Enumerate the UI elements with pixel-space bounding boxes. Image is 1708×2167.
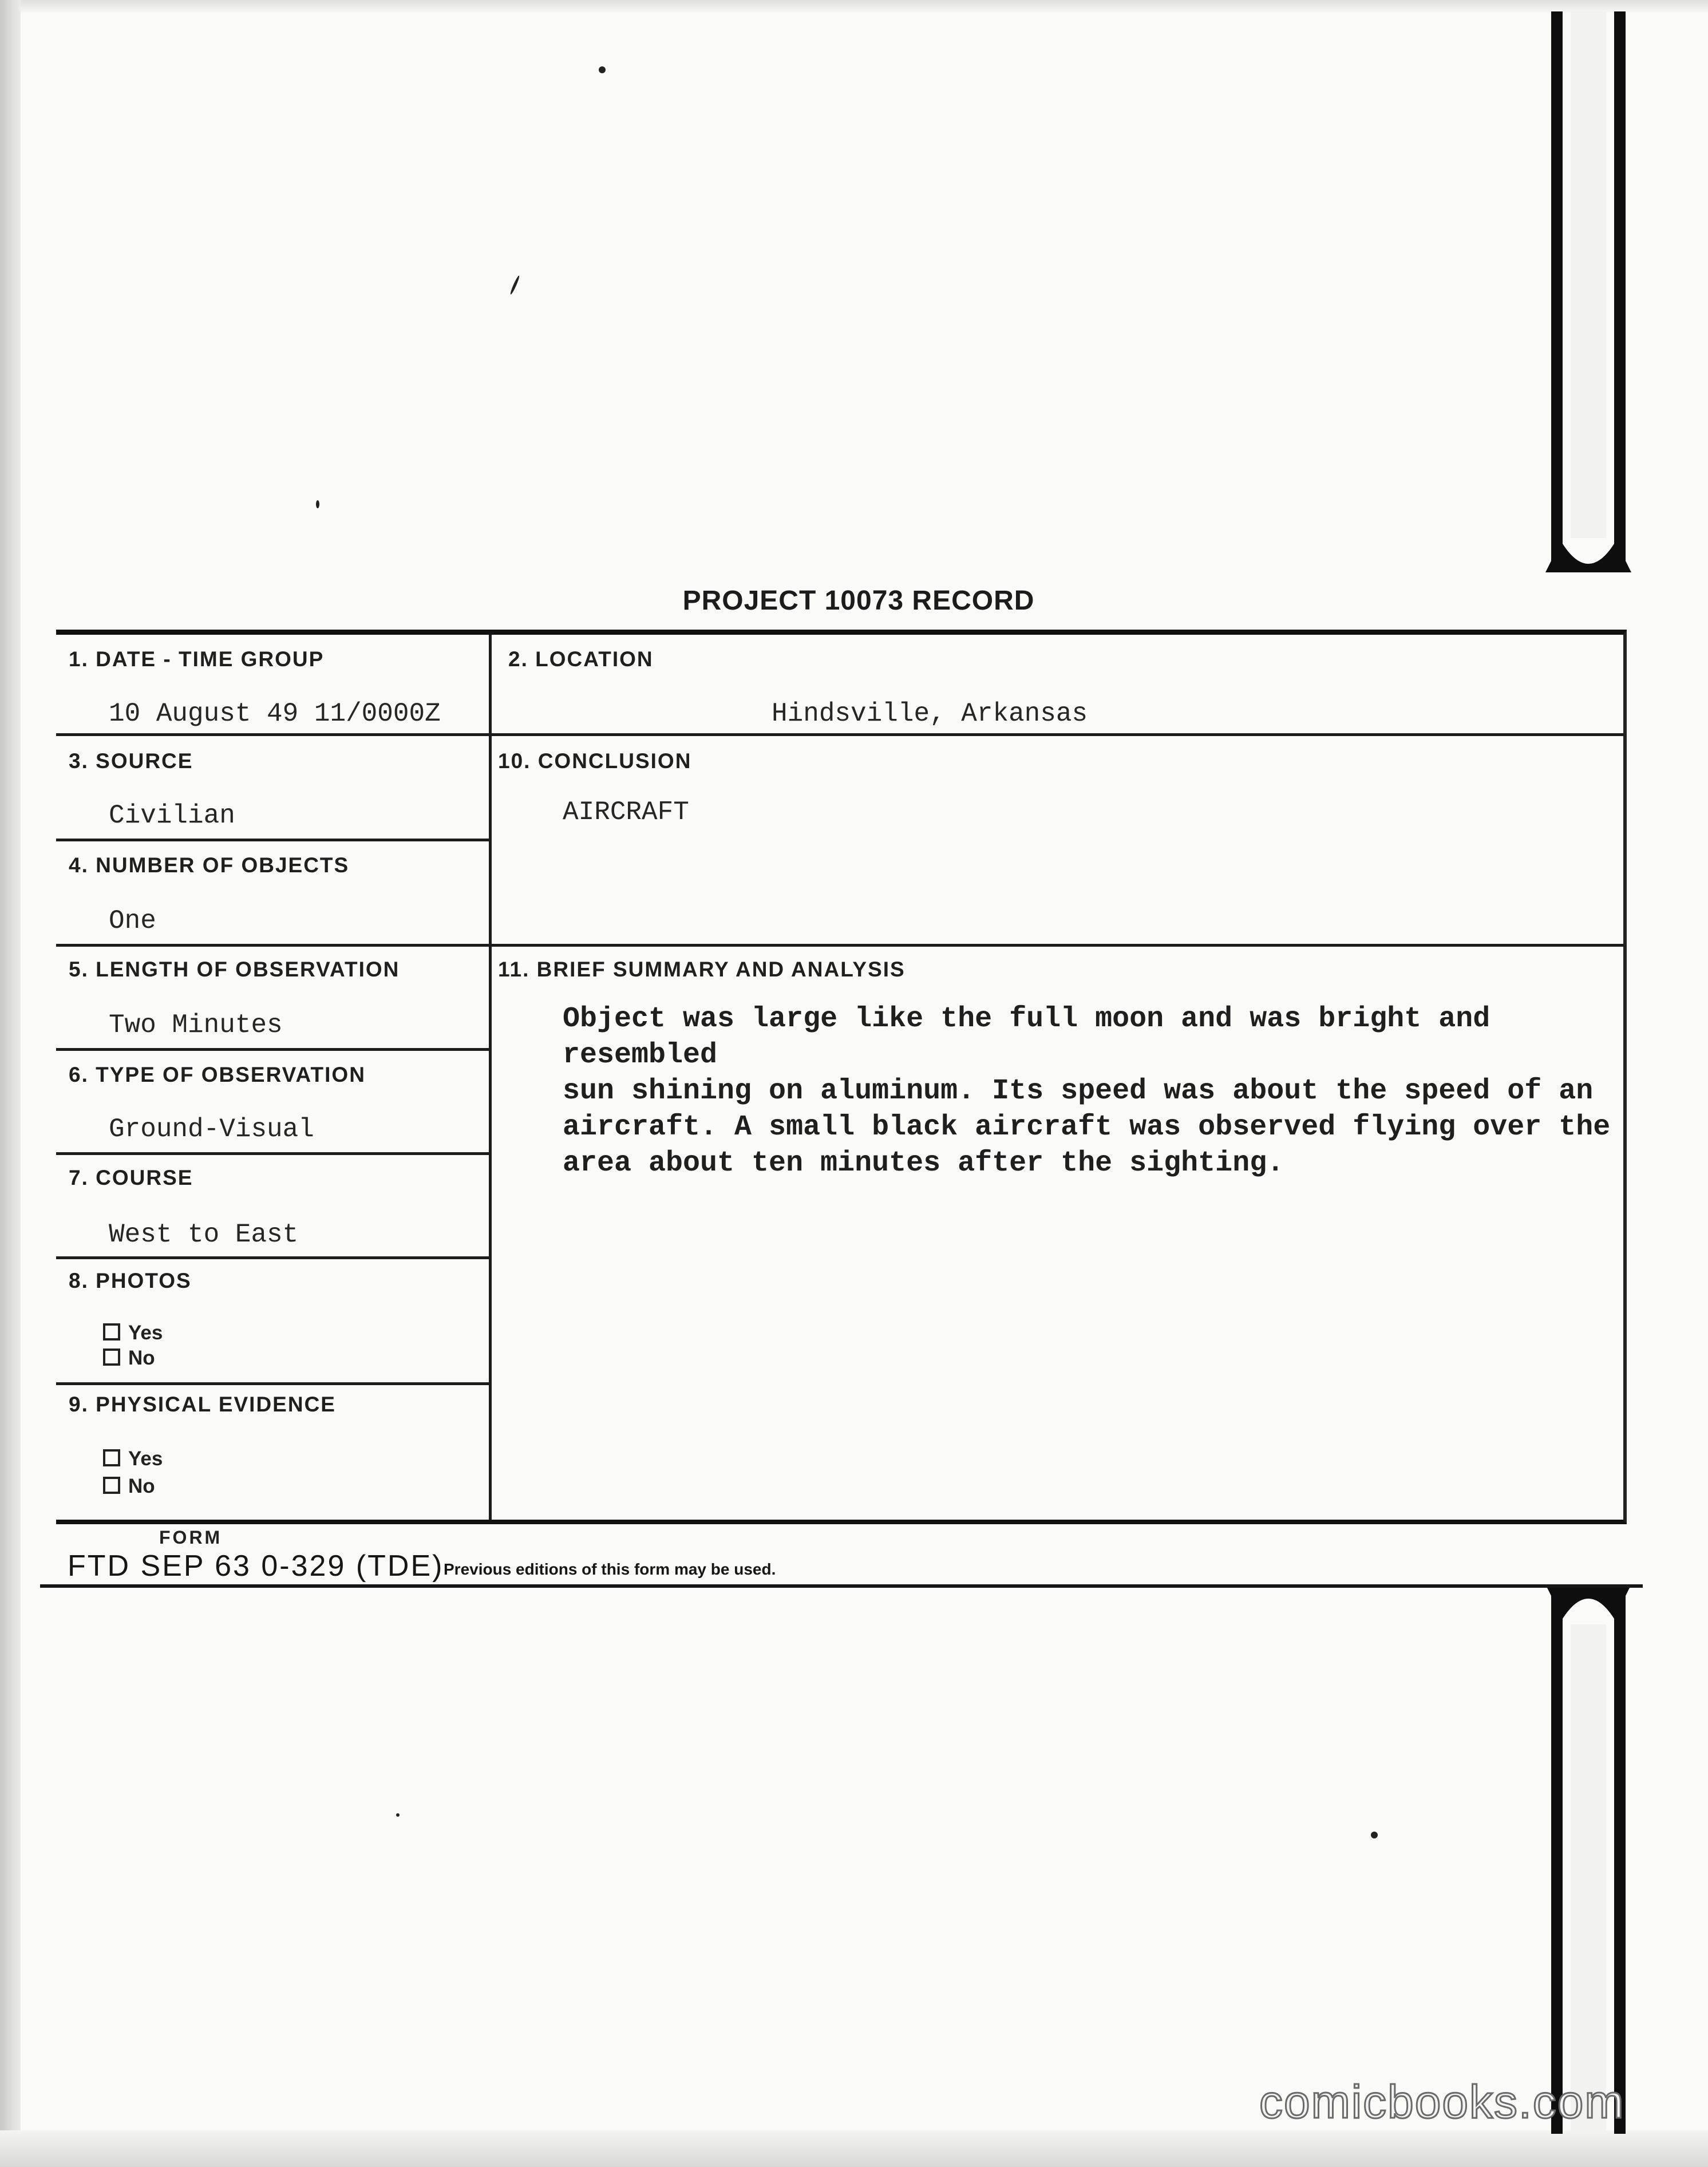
photos-yes-checkbox[interactable]	[103, 1323, 120, 1340]
row-divider	[56, 944, 1623, 947]
physical-evidence-no-option[interactable]	[103, 1475, 155, 1498]
row-divider	[56, 1048, 489, 1051]
row-divider	[56, 1382, 489, 1385]
summary-text: Object was large like the full moon and was bright and resembled sun shining on aluminum. Its speed was about the speed of an aircraft. A small black aircraft was observed flying over the area about ten minutes after the sighting.	[563, 1003, 1611, 1180]
course-label: 7. COURSE	[69, 1166, 193, 1189]
photos-yes-label: Yes	[128, 1322, 163, 1344]
scan-speck	[316, 500, 319, 508]
watermark-text: comicbooks.com	[1259, 2076, 1625, 2128]
summary-label: 11. BRIEF SUMMARY AND ANALYSIS	[498, 958, 906, 981]
document-title: PROJECT 10073 RECORD	[682, 586, 1035, 616]
number-of-objects-label: 4. NUMBER OF OBJECTS	[69, 853, 350, 877]
column-divider	[489, 635, 492, 1520]
footer-note: Previous editions of this form may be used.	[444, 1560, 776, 1578]
conclusion-label: 10. CONCLUSION	[498, 749, 692, 773]
physical-evidence-yes-label: Yes	[128, 1448, 163, 1470]
row-divider	[56, 839, 489, 841]
binder-clip-bottom	[1545, 1584, 1631, 2134]
scan-speck	[599, 66, 606, 73]
location-value: Hindsville, Arkansas	[772, 699, 1088, 729]
scan-speck	[509, 275, 520, 295]
footer-rule	[40, 1584, 1643, 1588]
type-of-observation-value: Ground-Visual	[109, 1114, 314, 1144]
footer-form-code: FTD SEP 63 0-329 (TDE)	[68, 1549, 444, 1583]
conclusion-value: AIRCRAFT	[563, 797, 689, 827]
number-of-objects-value: One	[109, 906, 156, 936]
scan-edge-bottom	[0, 2130, 1708, 2167]
scan-speck	[396, 1813, 400, 1817]
photos-no-checkbox[interactable]	[103, 1349, 120, 1366]
date-time-value: 10 August 49 11/0000Z	[109, 699, 441, 729]
type-of-observation-label: 6. TYPE OF OBSERVATION	[69, 1063, 366, 1086]
footer-form-word: FORM	[159, 1527, 223, 1548]
record-form	[56, 630, 1627, 1524]
physical-evidence-no-label: No	[128, 1475, 155, 1497]
date-time-label: 1. DATE - TIME GROUP	[69, 647, 325, 671]
course-value: West to East	[109, 1220, 299, 1249]
binder-clip-top	[1545, 11, 1631, 572]
physical-evidence-yes-option[interactable]	[103, 1448, 163, 1470]
scan-edge-left	[0, 0, 21, 2167]
row-divider	[56, 733, 1623, 736]
photos-yes-option[interactable]	[103, 1322, 163, 1345]
length-of-observation-label: 5. LENGTH OF OBSERVATION	[69, 958, 400, 981]
photos-no-option[interactable]	[103, 1347, 155, 1370]
physical-evidence-no-checkbox[interactable]	[103, 1477, 120, 1494]
source-value: Civilian	[109, 801, 235, 831]
physical-evidence-label: 9. PHYSICAL EVIDENCE	[69, 1393, 336, 1416]
row-divider	[56, 1256, 489, 1259]
photos-no-label: No	[128, 1347, 155, 1369]
row-divider	[56, 1152, 489, 1155]
photos-label: 8. PHOTOS	[69, 1269, 192, 1292]
physical-evidence-yes-checkbox[interactable]	[103, 1449, 120, 1466]
scan-speck	[1371, 1832, 1378, 1838]
source-label: 3. SOURCE	[69, 749, 193, 773]
length-of-observation-value: Two Minutes	[109, 1010, 283, 1040]
location-label: 2. LOCATION	[508, 647, 654, 671]
scan-edge-top	[0, 0, 1708, 13]
